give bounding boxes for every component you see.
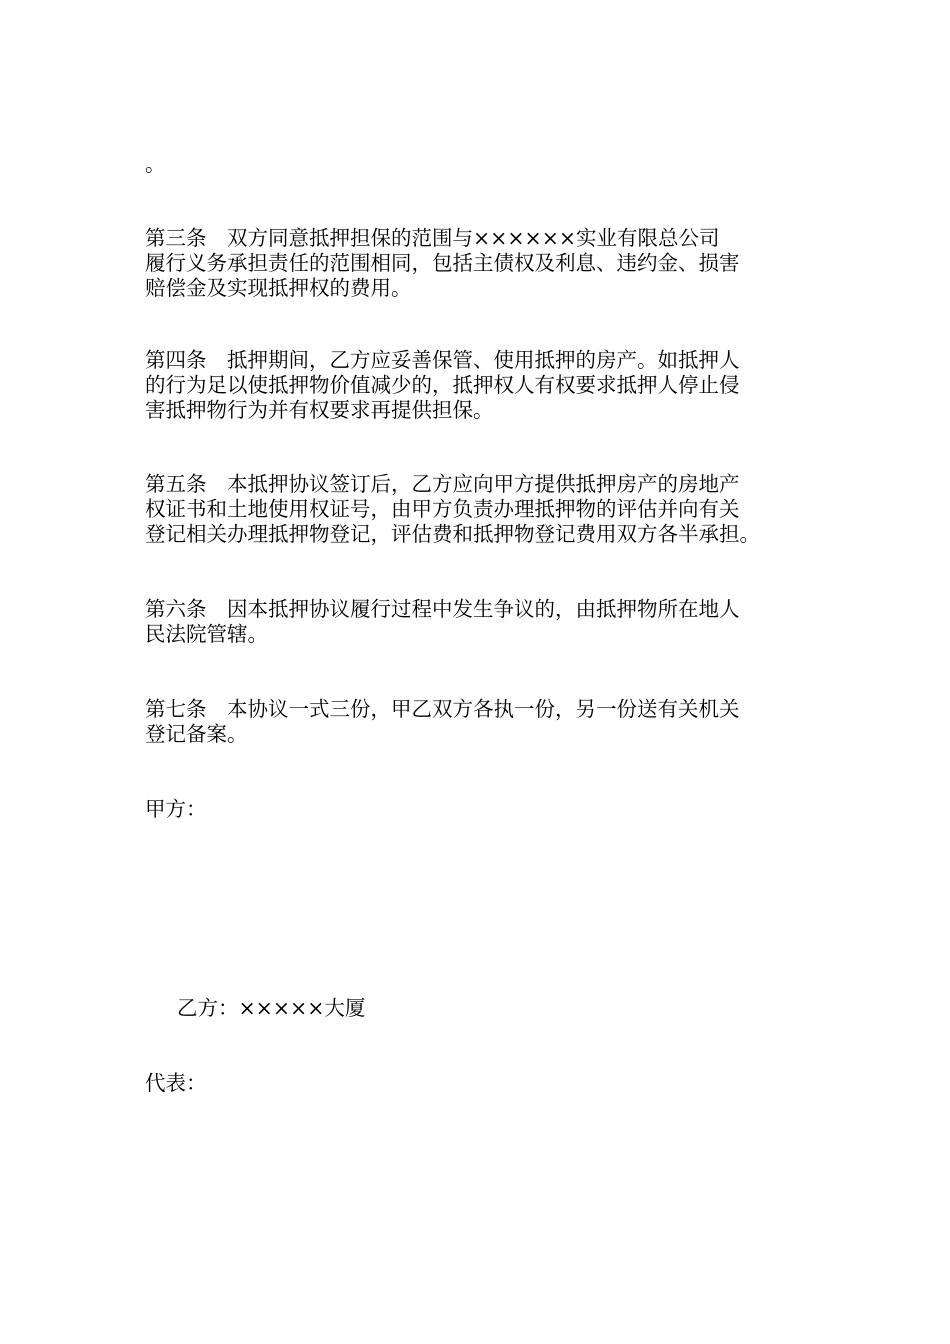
party-a-label: 甲方： [145,797,207,821]
article-6-line-1: 第六条 因本抵押协议履行过程中发生争议的，由抵押物所在地人 [145,597,740,621]
article-4-line-2: 的行为足以使抵押物价值减少的，抵押权人有权要求抵押人停止侵 [145,373,740,397]
leading-mark: 。 [145,152,166,176]
article-3 [145,226,805,301]
article-3-line-1: 第三条 双方同意抵押担保的范围与××××××实业有限总公司 [145,226,720,250]
article-6 [145,597,805,647]
article-5 [145,472,805,547]
article-5-line-2: 权证书和土地使用权证号，由甲方负责办理抵押物的评估并向有关 [145,497,740,521]
article-4 [145,348,805,423]
article-5-line-1: 第五条 本抵押协议签订后，乙方应向甲方提供抵押房产的房地产 [145,472,740,496]
article-7 [145,697,805,747]
article-6-line-2: 民法院管辖。 [145,622,268,646]
party-b-label: 乙方：×××××大厦 [177,996,366,1020]
article-3-line-2: 履行义务承担责任的范围相同，包括主债权及利息、违约金、损害 [145,251,740,275]
article-4-line-3: 害抵押物行为并有权要求再提供担保。 [145,398,494,422]
article-4-line-1: 第四条 抵押期间，乙方应妥善保管、使用抵押的房产。如抵押人 [145,348,740,372]
article-5-line-3: 登记相关办理抵押物登记，评估费和抵押物登记费用双方各半承担。 [145,522,760,546]
representative-label: 代表： [145,1071,207,1095]
article-7-line-2: 登记备案。 [145,722,248,746]
article-3-line-3: 赔偿金及实现抵押权的费用。 [145,276,412,300]
article-7-line-1: 第七条 本协议一式三份，甲乙双方各执一份，另一份送有关机关 [145,697,740,721]
